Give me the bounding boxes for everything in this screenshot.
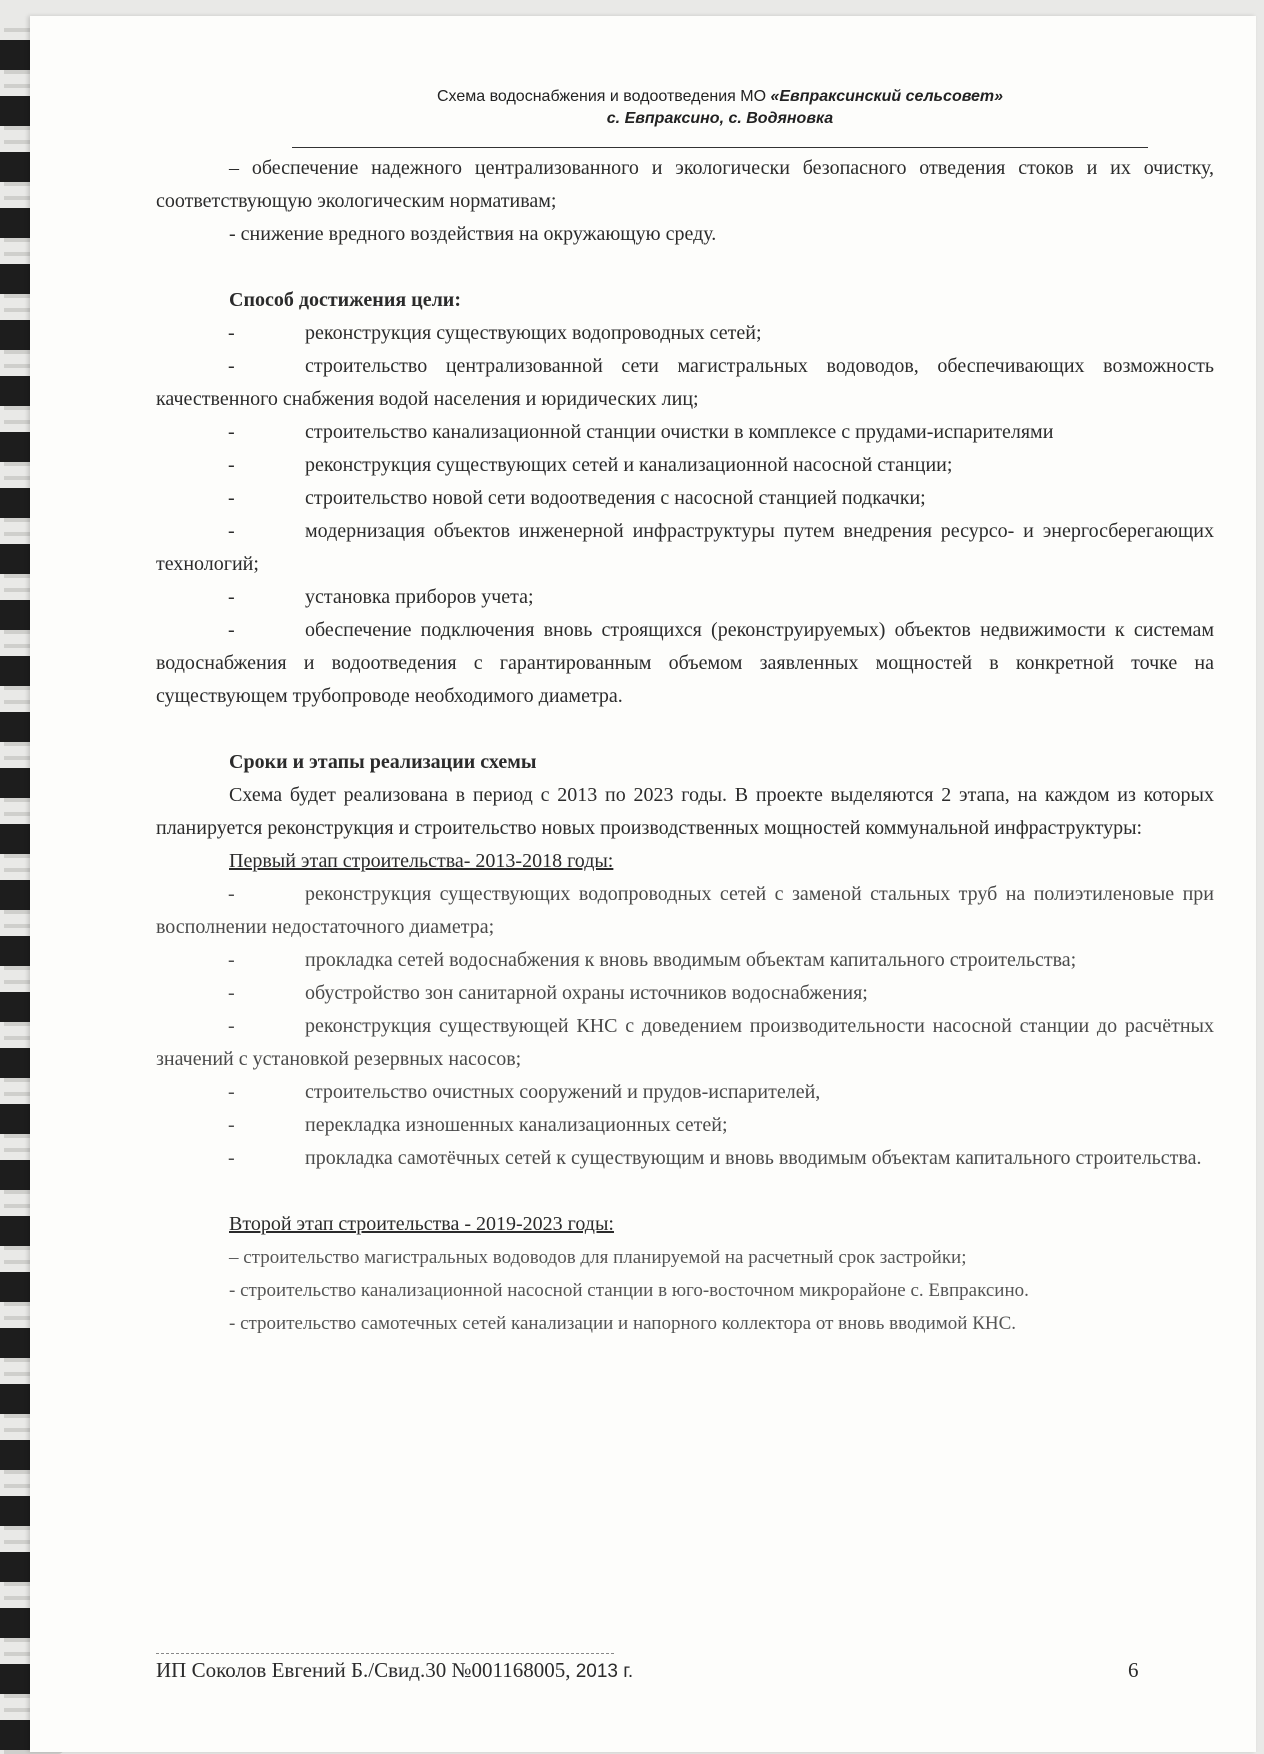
- list-dash: -: [228, 883, 235, 905]
- footer-divider: [156, 1653, 614, 1654]
- list-dash: -: [228, 454, 235, 476]
- stage2-item: – строительство магистральных водоводов для планируемой на расчетный срок застройки;: [229, 1247, 967, 1268]
- method-list: [156, 317, 1214, 713]
- header-subtitle: с. Евпраксино, с. Водяновка: [606, 110, 834, 127]
- header-org-name: «Евпраксинский сельсовет»: [770, 88, 1003, 105]
- terms-paragraph: Схема будет реализована в период с 2013 по 2023 годы. В проекте выделяются 2 этапа, на каждом из которых планируется реконструкция и строительство новых производственных мощностей коммунальной инфраструктуры:: [156, 784, 1214, 839]
- list-dash: -: [228, 982, 235, 1004]
- method-item-text: установка приборов учета;: [305, 586, 534, 608]
- method-item-text: реконструкция существующих водопроводных сетей;: [305, 322, 762, 344]
- page-body: [156, 152, 1214, 1340]
- list-dash: -: [228, 520, 235, 542]
- method-item-text: строительство централизованной сети магистральных водоводов, обеспечивающих возможность качественного снабжения водой населения и юридических лиц;: [156, 355, 1214, 410]
- stage1-item: [156, 1010, 1214, 1076]
- page-number: 6: [1128, 1658, 1139, 1682]
- list-dash: -: [228, 949, 235, 971]
- list-dash: -: [228, 1147, 235, 1169]
- intro-paragraph-2: - снижение вредного воздействия на окружающую среду.: [229, 223, 717, 245]
- list-dash: -: [228, 619, 235, 641]
- method-heading: Способ достижения цели:: [229, 289, 461, 311]
- stage1-item: [156, 977, 1214, 1010]
- terms-heading: Сроки и этапы реализации схемы: [229, 751, 537, 773]
- list-dash: -: [228, 1081, 235, 1103]
- method-item-text: обеспечение подключения вновь строящихся (реконструируемых) объектов недвижимости к системам водоснабжения и водоотведения с гарантированным объемом заявленных мощностей в конкретной точке на существующем трубопроводе необходимого диаметра.: [156, 619, 1214, 707]
- list-dash: -: [228, 355, 235, 377]
- stage2-item: - строительство канализационной насосной станции в юго-восточном микрорайоне с. Евпраксино.: [229, 1280, 1029, 1301]
- stage1-item-text: прокладка самотёчных сетей к существующим и вновь вводимым объектам капитального строительства.: [305, 1147, 1202, 1169]
- method-item: [156, 482, 1214, 515]
- list-dash: -: [228, 322, 235, 344]
- list-dash: -: [228, 487, 235, 509]
- page-footer: [156, 1658, 1136, 1683]
- stage1-title: Первый этап строительства- 2013-2018 годы:: [229, 850, 614, 872]
- stage1-item-text: реконструкция существующих водопроводных сетей с заменой стальных труб на полиэтиленовые при восполнении недостаточного диаметра;: [156, 883, 1214, 938]
- stage1-item-text: строительство очистных сооружений и прудов-испарителей,: [305, 1081, 821, 1103]
- stage1-item: [156, 878, 1214, 944]
- stage1-item: [156, 944, 1214, 977]
- stage1-item: [156, 1142, 1214, 1175]
- stage1-list: [156, 878, 1214, 1175]
- method-item: [156, 449, 1214, 482]
- stage1-item: [156, 1109, 1214, 1142]
- list-dash: -: [228, 1015, 235, 1037]
- stage1-item-text: перекладка изношенных канализационных сетей;: [305, 1114, 728, 1136]
- header-title: Схема водоснабжения и водоотведения МО: [436, 88, 771, 105]
- list-dash: -: [228, 421, 235, 443]
- stage2-item: - строительство самотечных сетей канализации и напорного коллектора от вновь вводимой КНС.: [229, 1313, 1017, 1334]
- footer-author: ИП Соколов Евгений Б./Свид.30 №001168005,: [156, 1658, 571, 1682]
- list-dash: -: [228, 1114, 235, 1136]
- intro-paragraph-1: – обеспечение надежного централизованного и экологически безопасного отведения стоков и их очистку, соответствующую экологическим нормативам;: [156, 157, 1214, 212]
- stage2-title: Второй этап строительства - 2019-2023 годы:: [229, 1213, 614, 1235]
- footer-year: 2013 г.: [575, 1661, 634, 1682]
- stage2-list: [156, 1241, 1214, 1340]
- method-item: [156, 350, 1214, 416]
- method-item: [156, 614, 1214, 713]
- stage1-item: [156, 1076, 1214, 1109]
- method-item: [156, 317, 1214, 350]
- method-item-text: строительство канализационной станции очистки в комплексе с прудами-испарителями: [305, 421, 1054, 443]
- running-header: [290, 86, 1150, 130]
- method-item: [156, 515, 1214, 581]
- method-item-text: реконструкция существующих сетей и канализационной насосной станции;: [305, 454, 953, 476]
- stage1-item-text: реконструкция существующей КНС с доведением производительности насосной станции до расчётных значений с установкой резервных насосов;: [156, 1015, 1214, 1070]
- method-item-text: строительство новой сети водоотведения с насосной станцией подкачки;: [305, 487, 926, 509]
- list-dash: -: [228, 586, 235, 608]
- method-item: [156, 581, 1214, 614]
- stage1-item-text: обустройство зон санитарной охраны источников водоснабжения;: [305, 982, 868, 1004]
- header-divider: [292, 147, 1148, 148]
- stage1-item-text: прокладка сетей водоснабжения к вновь вводимым объектам капитального строительства;: [305, 949, 1077, 971]
- method-item: [156, 416, 1214, 449]
- method-item-text: модернизация объектов инженерной инфраструктуры путем внедрения ресурсо- и энергосберегающих технологий;: [156, 520, 1214, 575]
